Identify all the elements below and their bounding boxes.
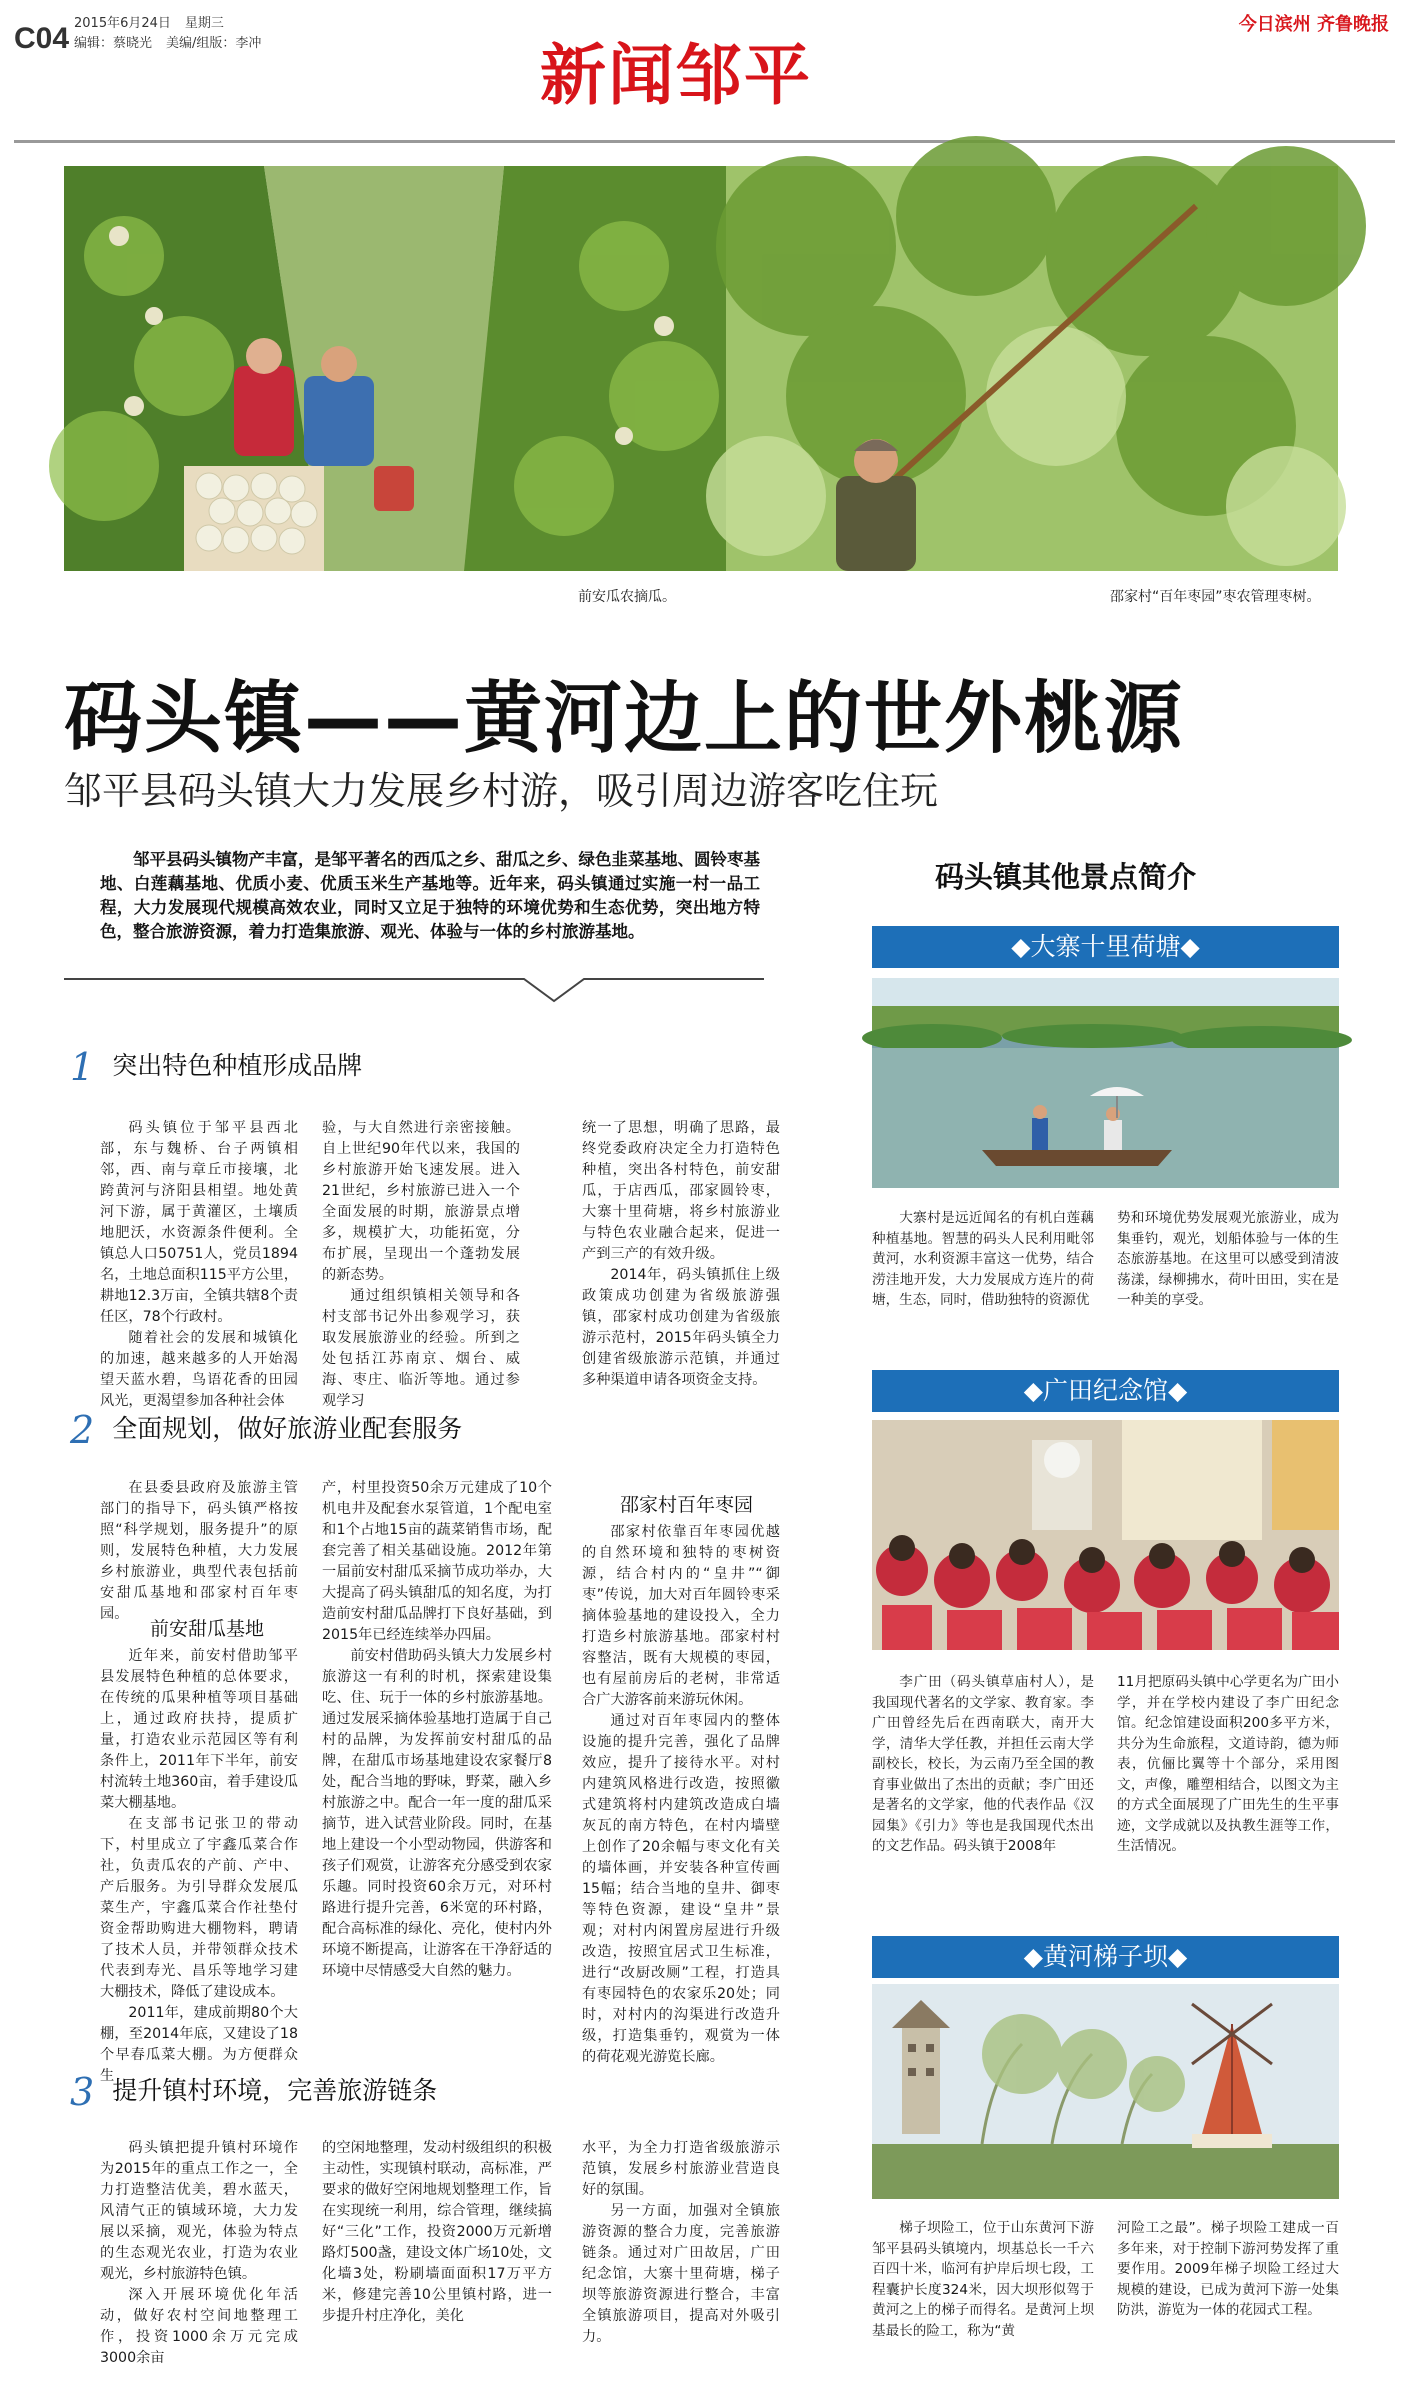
article-lead: 邹平县码头镇物产丰富，是邹平著名的西瓜之乡、甜瓜之乡、绿色韭菜基地、圆铃枣基地、白莲藕基地、优质小麦、优质玉米生产基地等。近年来，码头镇通过实施一村一品工程，大力发展现代规模高效农业，同时又立足于独特的环境优势和生态优势，突出地方特色，整合旅游资源，着力打造集旅游、观光、体验与一体的乡村旅游基地。 <box>100 850 760 941</box>
melon-harvest-photo <box>64 166 726 571</box>
paragraph: 通过组织镇相关领导和各村支部书记外出参观学习，获取发展旅游业的经验。所到之处包括江苏南京、烟台、威海、枣庄、临沂等地。通过参观学习 <box>322 1288 520 1409</box>
melon-harvest-image <box>64 166 726 571</box>
section-3-number: 3 <box>70 2070 95 2114</box>
page-number: C04 <box>14 22 70 55</box>
section-2-heading <box>70 1408 462 1452</box>
paragraph: 在县委县政府及旅游主管部门的指导下，码头镇严格按照“科学规划，服务提升”的原则，发展特色种植，大力发展乡村旅游业，典型代表包括前安甜瓜基地和邵家村百年枣园。 <box>100 1480 298 1622</box>
section-2-title: 全面规划，做好旅游业配套服务 <box>112 1414 463 1443</box>
paragraph: 近年来，前安村借助邹平县发展特色种植的总体要求，在传统的瓜果种植等项目基础上，通过政府扶持，提质扩量，打造农业示范园区等有利条件上，2011年下半年，前安村流转土地360亩，着手建设瓜菜大棚基地。 <box>100 1648 298 1811</box>
section-1-title: 突出特色种植形成品牌 <box>112 1051 363 1080</box>
paragraph: 邵家村依靠百年枣园优越的自然环境和独特的枣树资源，结合村内的“皇井”“御枣”传说，加大对百年圆铃枣采摘体验基地的建设投入，全力打造乡村旅游基地。邵家村村容整洁，既有大规模的枣园，也有屋前房后的老树，非常适合广大游客前来游玩休闲。 <box>582 1524 780 1708</box>
paragraph: 码头镇位于邹平县西北部，东与魏桥、台子两镇相邻，西、南与章丘市接壤，北跨黄河与济阳县相望。地处黄河下游，属于黄灌区，土壤质地肥沃，水资源条件便利。全镇总人口50751人，党员1894名，土地总面积115平方公里，耕地12.3万亩，全镇共辖8个责任区，78个行政村。 <box>100 1120 298 1325</box>
right-photo-caption: 邵家村“百年枣园”枣农管理枣树。 <box>1110 589 1321 605</box>
paragraph: 大寨村是远近闻名的有机白莲藕种植基地。智慧的码头人民利用毗邻黄河，水利资源丰富这一优势，结合涝洼地开发，大力发展成方连片的荷塘，生态，同时，借助独特的资源优 <box>872 1210 1094 1308</box>
spot-2-col-2 <box>1117 1672 1339 1857</box>
section-2-col-2 <box>322 1478 552 1979</box>
sidebar-title: 码头镇其他景点简介 <box>935 860 1197 894</box>
section-3-heading <box>70 2070 437 2114</box>
paragraph: 统一了思想，明确了思路，最终党委政府决定全力打造特色种植，突出各村特色，前安甜瓜，于店西瓜，邵家圆铃枣，大寨十里荷塘，将乡村旅游业与特色农业融合起来，促进一产到三产的有效升级。 <box>582 1120 780 1262</box>
section-2-col-1 <box>100 1646 298 2084</box>
article-headline: 码头镇——黄河边上的世外桃源 <box>64 674 1185 764</box>
section-2-col-1-intro <box>100 1478 298 1622</box>
section-2-col-3 <box>582 1522 780 2065</box>
paragraph: 通过对百年枣园内的整体设施的提升完善，强化了品牌效应，提升了接待水平。对村内建筑风格进行改造，按照徽式建筑将村内建筑改造成白墙灰瓦的南方特色，在村内墙壁上创作了20余幅与枣文化有关的墙体画，并安装各种宣传画15幅；结合当地的皇井、御枣等特色资源，建设“皇井”景观；对村内闲置房屋进行升级改造，按照宜居式卫生标准，进行“改厨改厕”工程，打造具有枣园特色的农家乐20处；同时，对村内的沟渠进行改造升级，打造集垂钓，观赏为一体的荷花观光游览长廊。 <box>582 1713 780 2065</box>
paragraph: 随着社会的发展和城镇化的加速，越来越多的人开始渴望天蓝水碧，鸟语花香的田园风光，更渴望参加各种社会体 <box>100 1330 298 1409</box>
issue-meta <box>74 14 275 54</box>
section-1-col-2 <box>322 1118 520 1409</box>
designer-credit: 美编/组版：李冲 <box>166 36 262 51</box>
left-photo-caption: 前安瓜农摘瓜。 <box>578 589 676 605</box>
section-1-col-3 <box>582 1118 780 1388</box>
section-3-col-1 <box>100 2138 298 2378</box>
dam-landscape-image <box>872 1984 1339 2199</box>
lead-divider <box>64 975 764 1005</box>
spot-3-col-2 <box>1117 2218 1339 2378</box>
paragraph: 势和环境优势发展观光旅游业，成为集垂钓，观光，划船体验与一体的生态旅游基地。在这里可以感受到清波荡漾，绿柳拂水，荷叶田田，实在是一种美的享受。 <box>1117 1210 1339 1308</box>
paragraph: 2014年，码头镇抓住上级政策成功创建为省级旅游强镇，邵家村成功创建为省级旅游示范村，2015年码头镇全力创建省级旅游示范镇，并通过多种渠道申请各项资金支持。 <box>582 1267 780 1388</box>
section-3-title: 提升镇村环境，完善旅游链条 <box>112 2076 438 2105</box>
spot-2-banner: ◆广田纪念馆◆ <box>872 1370 1339 1412</box>
paragraph: 码头镇把提升镇村环境作为2015年的重点工作之一，全力打造整洁优美，碧水蓝天，风清气正的镇域环境，大力发展以采摘，观光，体验为特点的生态观光农业，打造为农业观光，乡村旅游特色镇。 <box>100 2140 298 2282</box>
section-1-heading <box>70 1045 362 1089</box>
spot-1-col-1 <box>872 1208 1094 1311</box>
paragraph: 李广田（码头镇草庙村人），是我国现代著名的文学家、教育家。李广田曾经先后在西南联大，南开大学，清华大学任教，并担任云南大学副校长，校长，为云南乃至全国的教育事业做出了杰出的贡献；李广田还是著名的文学家，他的代表作品《汉园集》《引力》等也是我国现代杰出的文艺作品。码头镇于2008年 <box>872 1674 1094 1854</box>
spot-1-banner: ◆大寨十里荷塘◆ <box>872 926 1339 968</box>
issue-date: 2015年6月24日 <box>74 16 171 31</box>
spot-3-banner: ◆黄河梯子坝◆ <box>872 1936 1339 1978</box>
paragraph: 前安村借助码头镇大力发展乡村旅游这一有利的时机，探索建设集吃、住、玩于一体的乡村旅游基地。通过发展采摘体验基地打造属于自己村的品牌，为发挥前安村甜瓜的品牌，在甜瓜市场基地建设农家餐厅8处，配合当地的野味，野菜，融入乡村旅游之中。配合一年一度的甜瓜采摘节，进入试营业阶段。同时，在基地上建设一个小型动物园，供游客和孩子们观赏，让游客充分感受到农家乐趣。同时投资60余万元，对环村路进行提升完善，6米宽的环村路，配合高标准的绿化、亮化，使村内外环境不断提高，让游客在干净舒适的环境中尽情感受大自然的魅力。 <box>322 1648 552 1979</box>
section-title: 新闻邹平 <box>540 36 812 114</box>
paragraph: 11月把原码头镇中心学更名为广田小学，并在学校内建设了李广田纪念馆。纪念馆建设面积200多平方米，共分为生命旅程，文道诗韵，德为师表，伉俪比翼等十个部分，采用图文，声像，雕塑相结合，以图文为主的方式全面展现了广田先生的生平事迹，文学成就以及执教生涯等工作，生活情况。 <box>1117 1674 1339 1854</box>
article-subheadline: 邹平县码头镇大力发展乡村游，吸引周边游客吃住玩 <box>64 769 939 813</box>
shaojia-jujube-garden-title: 邵家村百年枣园 <box>620 1494 754 1516</box>
jujube-tree-photo <box>726 166 1338 571</box>
lotus-pond-photo <box>872 978 1339 1188</box>
spot-2-col-1 <box>872 1672 1094 1857</box>
section-2-number: 2 <box>70 1408 95 1452</box>
paragraph: 深入开展环境优化年活动，做好农村空间地整理工作，投资1000余万元完成3000余亩 <box>100 2287 298 2366</box>
spot-3-col-1 <box>872 2218 1094 2378</box>
newspaper-brand: 今日滨州 齐鲁晚报 <box>1238 14 1389 35</box>
memorial-hall-image <box>872 1420 1339 1650</box>
paragraph: 另一方面，加强对全镇旅游资源的整合力度，完善旅游链条。通过对广田故居，广田纪念馆，大寨十里荷塘，梯子坝等旅游资源进行整合，丰富全镇旅游项目，提高对外吸引力。 <box>582 2203 780 2345</box>
paragraph: 在支部书记张卫的带动下，村里成立了宇鑫瓜菜合作社，负责瓜农的产前、产中、产后服务。为引导群众发展瓜菜生产，宇鑫瓜菜合作社垫付资金帮助购进大棚物料，聘请了技术人员，并带领群众技术代表到寿光、昌乐等地学习建大棚技术，降低了建设成本。 <box>100 1816 298 2000</box>
section-1-col-1 <box>100 1118 298 1409</box>
lotus-pond-image <box>872 978 1339 1188</box>
spot-1-col-2 <box>1117 1208 1339 1311</box>
header-rule <box>14 140 1395 143</box>
issue-weekday: 星期三 <box>184 16 224 31</box>
section-3-col-2 <box>322 2138 552 2378</box>
paragraph: 水平，为全力打造省级旅游示范镇，发展乡村旅游业营造良好的氛围。 <box>582 2140 780 2198</box>
paragraph: 的空闲地整理，发动村级组织的积极主动性，实现镇村联动，高标准，严要求的做好空闲地规划整理工作，旨在实现统一利用，综合管理，继续搞好“三化”工作，投资2000万元新增路灯500盏，建设文体广场10处，文化墙3处，粉刷墙面面积17万平方米，修建完善10公里镇村路，进一步提升村庄净化，美化 <box>322 2140 552 2324</box>
guangtian-memorial-photo <box>872 1420 1339 1650</box>
section-3-col-3 <box>582 2138 780 2378</box>
jujube-tree-image <box>726 166 1338 571</box>
page-header <box>0 0 1409 150</box>
qianan-melon-base-title: 前安甜瓜基地 <box>150 1618 265 1640</box>
paragraph: 梯子坝险工，位于山东黄河下游邹平县码头镇境内，坝基总长一千六百四十米，临河有护岸后坝七段，工程囊护长度324米，因大坝形似驾于黄河之上的梯子而得名。是黄河上坝基最长的险工，称为“黄 <box>872 2220 1094 2339</box>
paragraph: 产，村里投资50余万元建成了10个机电井及配套水泵管道，1个配电室和1个占地15亩的蔬菜销售市场，配套完善了相关基础设施。2012年第一届前安村甜瓜采摘节成功举办，大大提高了码头镇甜瓜的知名度，为打造前安村甜瓜品牌打下良好基础，到2015年已经连续举办四届。 <box>322 1480 552 1643</box>
paragraph: 验，与大自然进行亲密接触。自上世纪90年代以来，我国的乡村旅游开始飞速发展。进入21世纪，乡村旅游已进入一个全面发展的时期，旅游景点增多，规模扩大，功能拓宽，分布扩展，呈现出一个蓬勃发展的新态势。 <box>322 1120 520 1283</box>
section-1-number: 1 <box>70 1045 95 1089</box>
paragraph: 2011年，建成前期80个大棚，至2014年底，又建设了18个早春瓜菜大棚。为方便群众生 <box>100 2005 298 2084</box>
editor-credit: 编辑：蔡晓光 <box>74 36 153 51</box>
tizi-dam-photo <box>872 1984 1339 2199</box>
paragraph: 河险工之最”。梯子坝险工建成一百多年来，对于控制下游河势发挥了重要作用。2009年梯子坝险工经过大规模的建设，已成为黄河下游一处集防洪，游览为一体的花园式工程。 <box>1117 2220 1339 2318</box>
